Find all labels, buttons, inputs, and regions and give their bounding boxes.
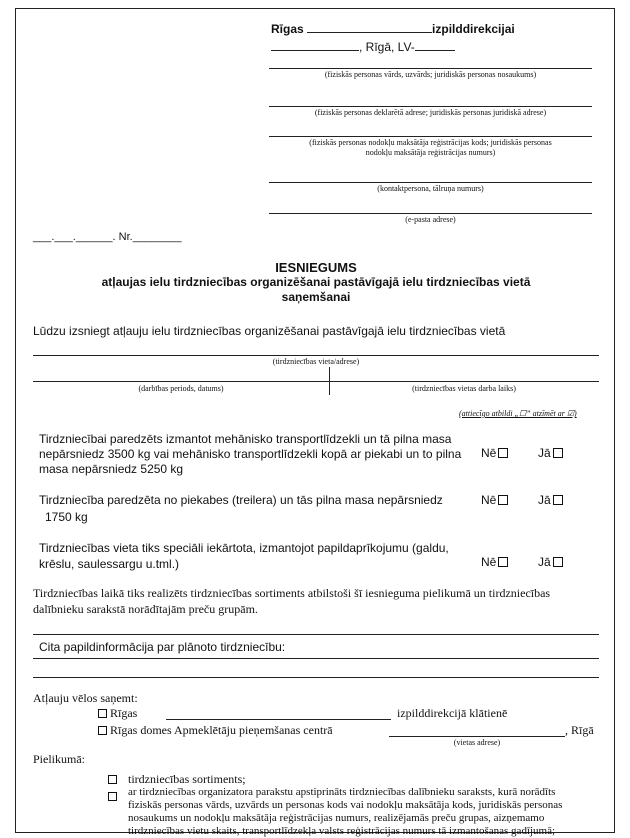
assortment-text <box>33 585 603 617</box>
request-text: Lūdzu izsniegt atļauju ielu tirdzniecības organizēšanai pastāvīgajā ielu tirdzniecības vietā <box>33 324 506 338</box>
directorate-label: izpilddirekcijai <box>432 22 515 36</box>
attachment-2-line-3: nosaukums un nodokļu maksātāja reģistrācijas numurs, realizējamās preču grupas, aizņemamo <box>128 812 545 824</box>
attachment-2-checkbox-wrap <box>108 787 117 805</box>
contact-caption: (kontaktpersona, tālruņa numurs) <box>377 184 484 193</box>
q1-yes-label: Jā <box>538 446 551 460</box>
receive-option-2-label: Rīgas domes Apmeklētāju pieņemšanas centrā <box>110 723 333 737</box>
q3-yes-option[interactable] <box>538 555 563 569</box>
contact-field[interactable] <box>269 182 592 183</box>
q2-yes-checkbox[interactable] <box>553 495 563 505</box>
q2-no-checkbox[interactable] <box>498 495 508 505</box>
checkbox-note: (attiecīgo atbildi „☐” atzīmēt ar ☑) <box>459 409 577 418</box>
period-hours-field[interactable] <box>33 381 599 382</box>
q3-no-option[interactable] <box>481 555 508 569</box>
q3-yes-label: Jā <box>538 555 551 569</box>
q1-yes-checkbox[interactable] <box>553 448 563 458</box>
code-caption-2: nodokļu maksātāja reģistrācijas numurs) <box>365 148 496 157</box>
separator-top <box>33 634 599 635</box>
attachment-2-checkbox[interactable] <box>108 792 117 801</box>
place-field[interactable] <box>33 355 599 356</box>
assortment-line-2: dalībnieku sarakstā norādītajām preču grupām. <box>33 602 258 616</box>
attachment-2-line-4: tirdzniecības vietu skaits, transportlīdzekļa valsts reģistrācijas numurs tā izmantošanas gadījumā; <box>128 825 556 837</box>
riga-label: Rīgas <box>271 22 304 36</box>
question-1-line-1: Tirdzniecībai paredzēts izmantot mehānisko transportlīdzekli un tā pilna masa <box>39 432 452 446</box>
receive-place-caption: (vietas adrese) <box>453 738 501 747</box>
receive-option-2-tail: , Rīgā <box>565 723 594 737</box>
form-page <box>15 8 615 837</box>
attachment-2-line-2: fiziskās personas vārds, uzvārds un personas kods vai nodokļu maksātāja kods, juridiskās personas <box>128 799 563 811</box>
question-3-line-1: Tirdzniecības vieta tiks speciāli iekārtota, izmantojot papildaprīkojumu (galdu, <box>39 541 449 555</box>
assortment-line-1: Tirdzniecības laikā tiks realizēts tirdzniecības sortiments atbilstoši šī iesnieguma pielikumā un tirdzniecības <box>33 586 551 600</box>
period-caption: (darbības periods, datums) <box>138 384 224 393</box>
q1-no-option[interactable] <box>481 446 508 460</box>
receive-centre-field[interactable] <box>389 736 565 737</box>
attachment-2-line-1: ar tirdzniecības organizatora parakstu apstiprināts tirdzniecības dalībnieku saraksts, kurā norādīts <box>128 786 556 798</box>
title-sub-1: atļaujas ielu tirdzniecības organizēšanai pastāvīgajā ielu tirdzniecības vietā <box>101 275 531 289</box>
directorate-line <box>271 21 515 36</box>
q2-no-option[interactable] <box>481 493 508 507</box>
other-info-field-2[interactable] <box>33 677 599 678</box>
attachment-1-text: tirdzniecības sortiments; <box>128 772 246 786</box>
question-2-line-1: Tirdzniecība paredzēta no piekabes (treilera) un tās pilna masa nepārsniedz <box>39 493 443 507</box>
question-3-line-2: krēslu, saulessargu u.tml.) <box>39 557 180 571</box>
receive-option-2[interactable] <box>98 723 333 738</box>
street-blank[interactable] <box>271 39 359 51</box>
other-info-field-1[interactable] <box>33 658 599 659</box>
other-info-label: Cita papildinformācija par plānoto tirdzniecību: <box>39 640 286 654</box>
q1-yes-option[interactable] <box>538 446 563 460</box>
q1-no-checkbox[interactable] <box>498 448 508 458</box>
postcode-blank[interactable] <box>415 39 455 51</box>
question-1-line-3: masa nepārsniedz 5250 kg <box>39 462 184 476</box>
address-caption: (fiziskās personas deklarētā adrese; juridiskās personas juridiskā adrese) <box>314 108 547 117</box>
question-2 <box>39 492 443 526</box>
riga-address: , Rīgā, LV- <box>359 40 415 54</box>
receive-directorate-field[interactable] <box>166 719 391 720</box>
page-title: IESNIEGUMS <box>275 260 357 275</box>
attachment-item-1 <box>108 772 246 787</box>
q2-yes-option[interactable] <box>538 493 563 507</box>
receive-option-1-tail: izpilddirekcijā klātienē <box>397 706 508 720</box>
question-2-line-2: 1750 kg <box>45 510 88 524</box>
receive-option-1-label: Rīgas <box>110 706 138 720</box>
receive-option-2-checkbox[interactable] <box>98 726 107 735</box>
attachment-item-2 <box>128 786 601 838</box>
attachments-label: Pielikumā: <box>33 752 85 766</box>
question-1 <box>39 432 461 477</box>
title-sub-2: saņemšanai <box>281 290 351 304</box>
question-1-line-2: nepārsniedz 3500 kg vai mehānisko transportlīdzekli kopā ar piekabi un to pilna <box>39 447 462 461</box>
name-caption: (fiziskās personas vārds, uzvārds; juridiskās personas nosaukums) <box>324 70 537 79</box>
place-caption: (tirdzniecības vieta/adrese) <box>272 357 360 366</box>
name-field[interactable] <box>269 68 592 69</box>
code-field[interactable] <box>269 136 592 137</box>
receive-label: Atļauju vēlos saņemt: <box>33 691 138 705</box>
address-field[interactable] <box>269 106 592 107</box>
q1-no-label: Nē <box>481 446 497 460</box>
q3-yes-checkbox[interactable] <box>553 557 563 567</box>
code-caption-1: (fiziskās personas nodokļu maksātāja reģistrācijas kods; juridiskās personas <box>309 138 552 147</box>
date-number[interactable]: ___.___.______. Nr.________ <box>33 231 182 243</box>
q2-no-label: Nē <box>481 493 497 507</box>
address-line <box>271 39 455 54</box>
attachment-1-checkbox[interactable] <box>108 775 117 784</box>
email-caption: (e-pasta adrese) <box>405 215 456 224</box>
email-field[interactable] <box>269 213 592 214</box>
directorate-blank[interactable] <box>307 21 432 33</box>
receive-option-1-checkbox[interactable] <box>98 709 107 718</box>
question-3 <box>39 540 449 572</box>
receive-option-1[interactable] <box>98 706 137 721</box>
hours-caption: (tirdzniecības vietas darba laiks) <box>412 384 516 393</box>
q2-yes-label: Jā <box>538 493 551 507</box>
q3-no-label: Nē <box>481 555 497 569</box>
q3-no-checkbox[interactable] <box>498 557 508 567</box>
